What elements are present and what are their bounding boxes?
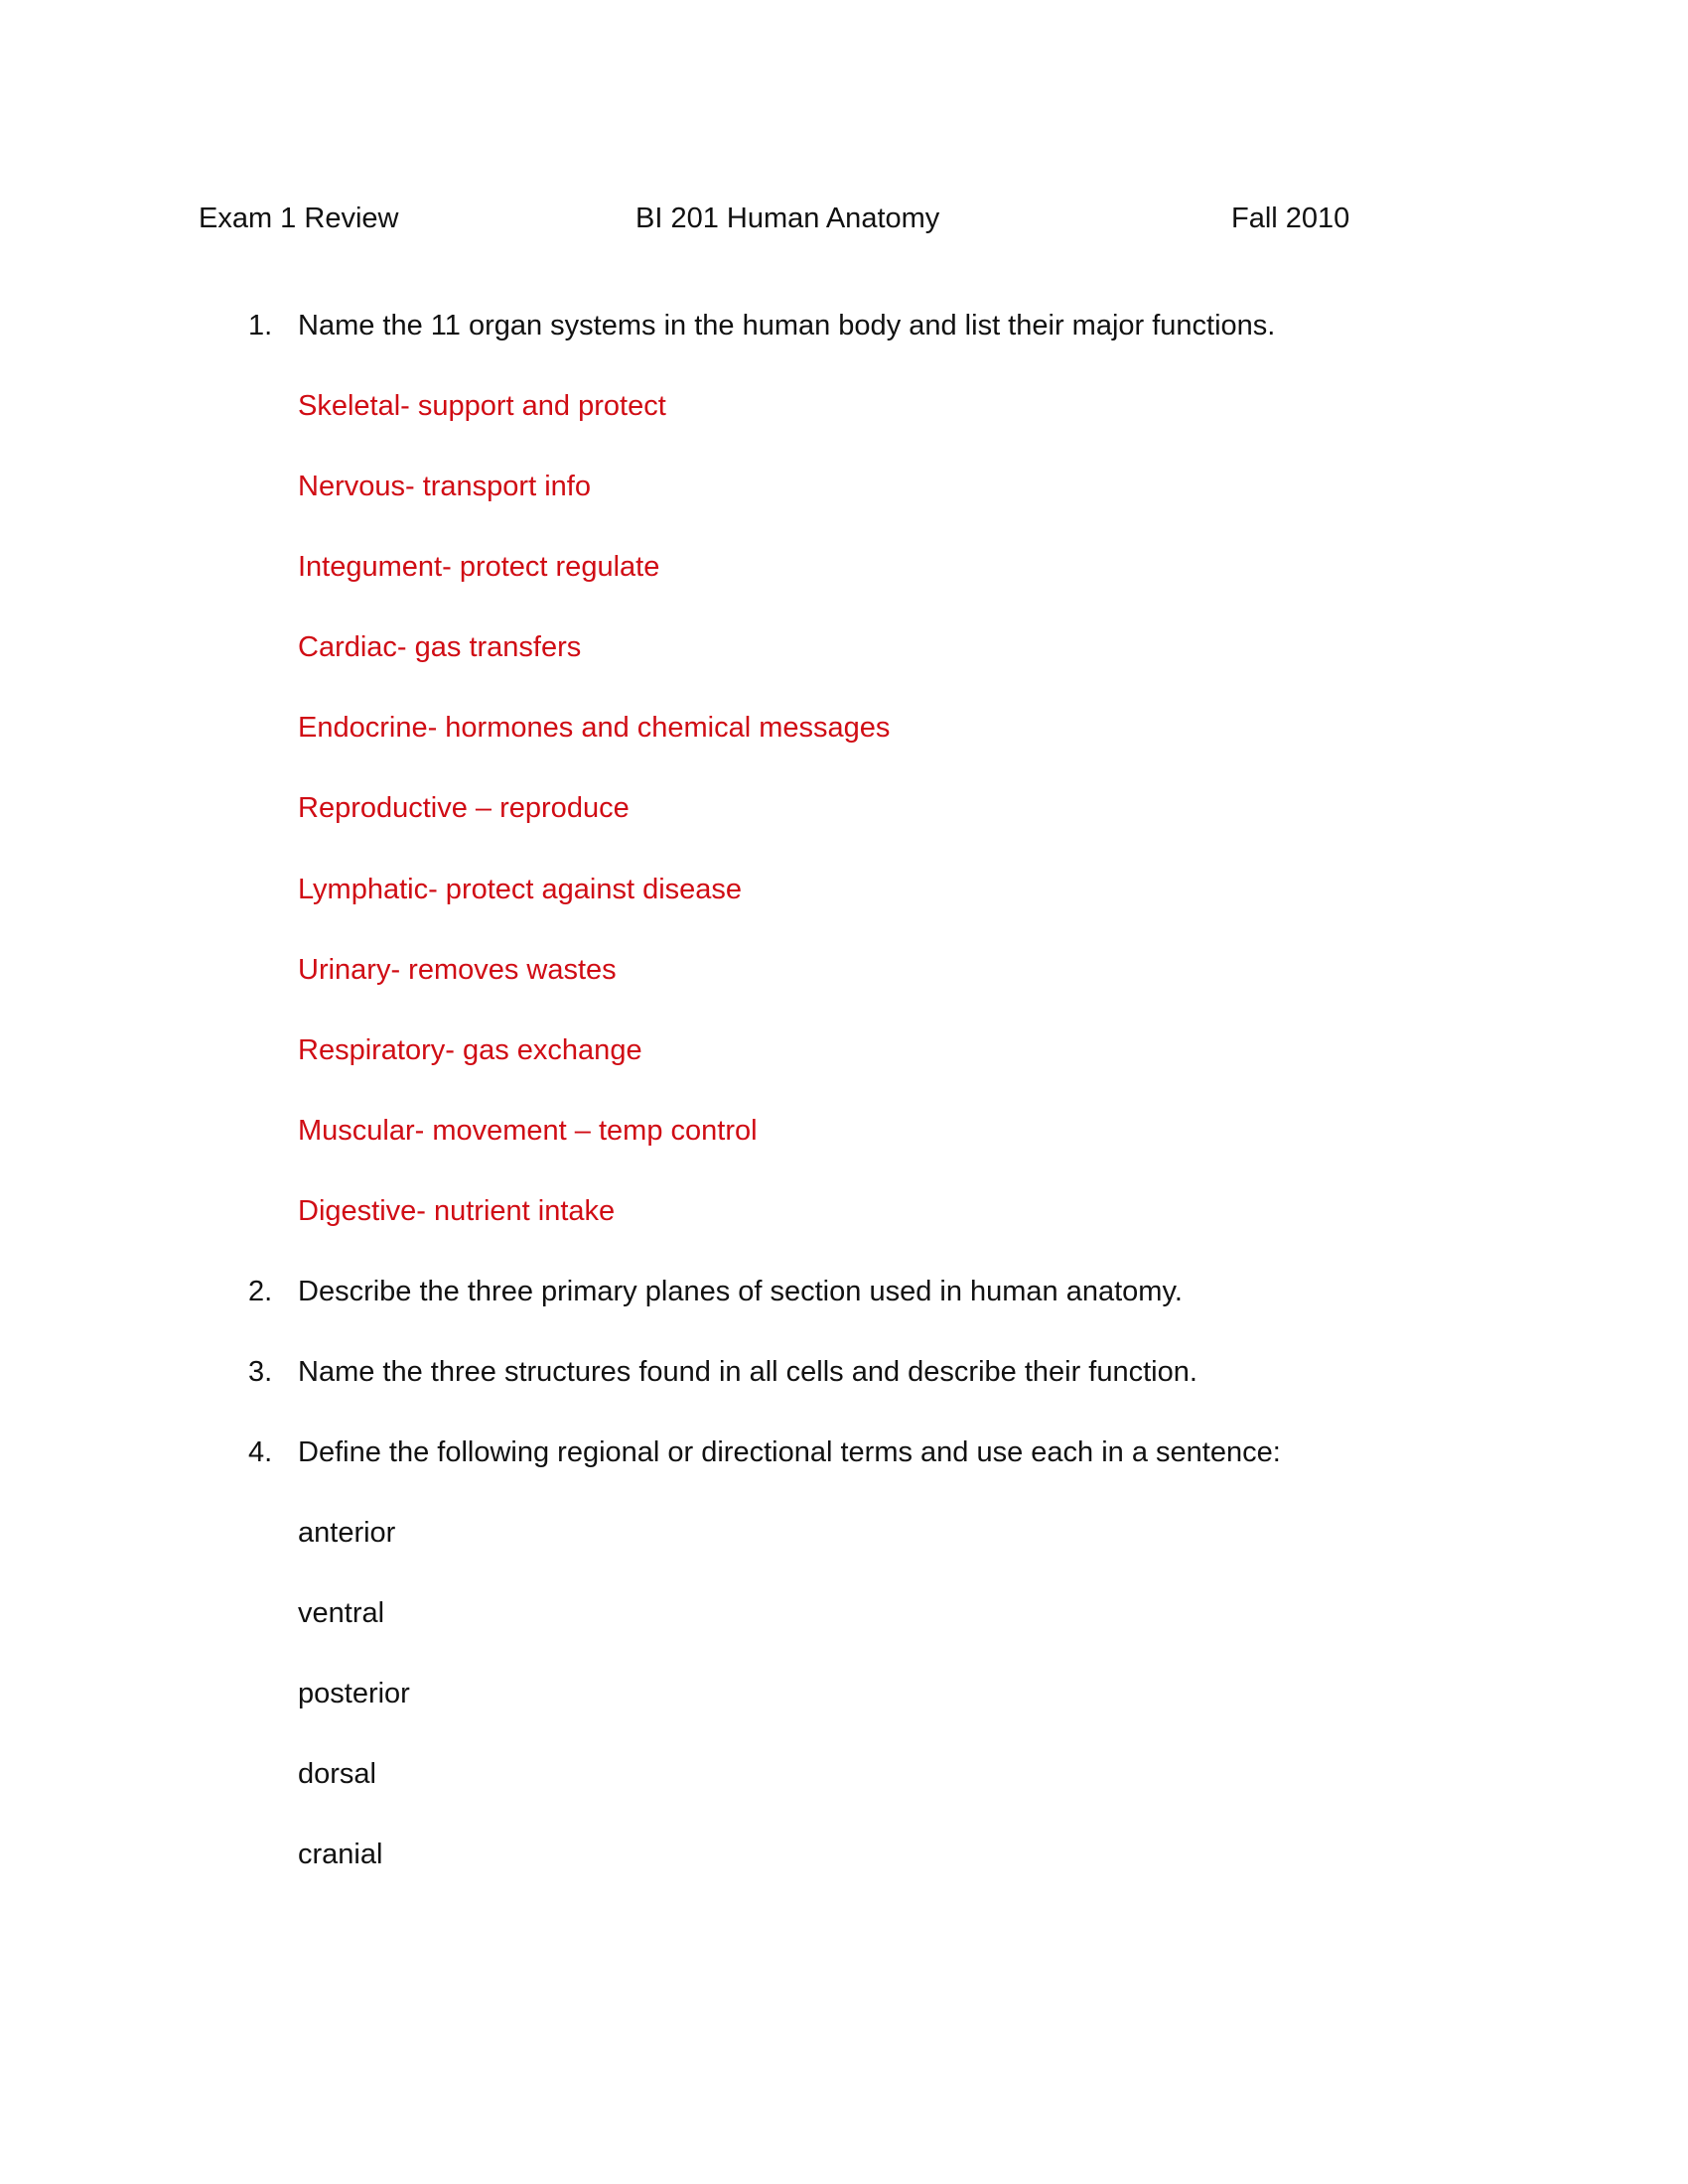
term-item: ventral: [298, 1597, 385, 1629]
question-text: Define the following regional or directional terms and use each in a sentence:: [298, 1436, 1281, 1468]
question-number: 2.: [248, 1276, 273, 1307]
answer-item: Respiratory- gas exchange: [298, 1034, 642, 1066]
header-term: Fall 2010: [1231, 203, 1350, 234]
question-number: 1.: [248, 310, 273, 341]
answer-item: Skeletal- support and protect: [298, 390, 666, 422]
question-text: Name the three structures found in all cells and describe their function.: [298, 1356, 1197, 1388]
question-text: Describe the three primary planes of section used in human anatomy.: [298, 1276, 1183, 1307]
answer-item: Nervous- transport info: [298, 471, 591, 502]
header-title-left: Exam 1 Review: [199, 203, 399, 234]
term-item: anterior: [298, 1517, 396, 1549]
term-item: cranial: [298, 1839, 383, 1870]
answer-item: Endocrine- hormones and chemical messages: [298, 712, 891, 744]
answer-item: Digestive- nutrient intake: [298, 1195, 616, 1227]
answer-item: Cardiac- gas transfers: [298, 631, 582, 663]
question-number: 3.: [248, 1356, 273, 1388]
answer-item: Integument- protect regulate: [298, 551, 660, 583]
answer-item: Urinary- removes wastes: [298, 954, 617, 986]
term-item: posterior: [298, 1678, 410, 1709]
header-course-title: BI 201 Human Anatomy: [635, 203, 940, 234]
question-text: Name the 11 organ systems in the human body and list their major functions.: [298, 310, 1276, 341]
question-number: 4.: [248, 1436, 273, 1468]
term-item: dorsal: [298, 1758, 376, 1790]
answer-item: Muscular- movement – temp control: [298, 1115, 758, 1147]
answer-item: Reproductive – reproduce: [298, 792, 630, 824]
answer-item: Lymphatic- protect against disease: [298, 874, 743, 905]
